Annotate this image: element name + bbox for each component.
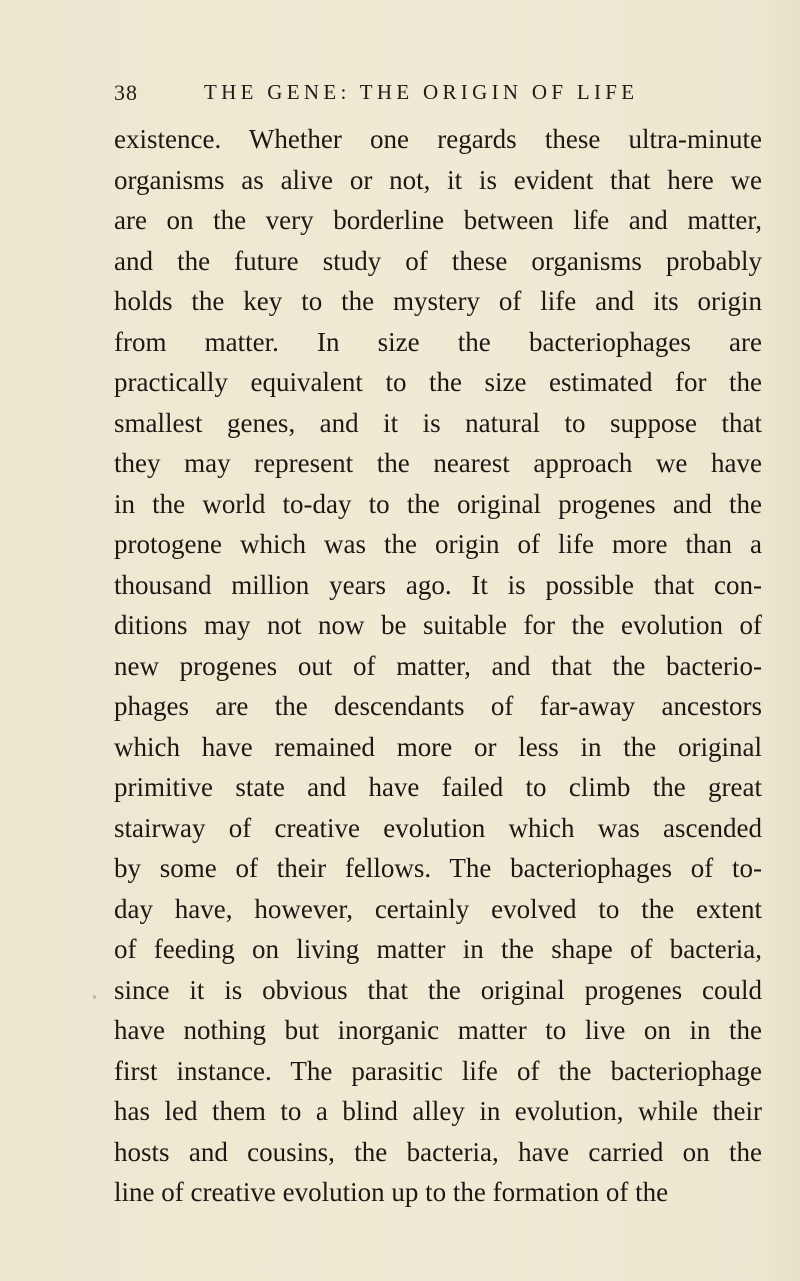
text-line: are on the very borderline between life and matter,: [114, 205, 762, 235]
text-line: existence. Whether one regards these ultra-minute: [114, 124, 762, 154]
text-line: practically equivalent to the size estimated for the: [114, 367, 762, 397]
ink-speck: [93, 995, 96, 999]
text-line: organisms as alive or not, it is evident that here we: [114, 164, 762, 195]
text-line: primitive state and have failed to climb the great: [114, 772, 762, 802]
text-line: of feeding on living matter in the shape of bacteria,: [114, 934, 762, 964]
text-line: smallest genes, and it is natural to suppose that: [114, 407, 762, 438]
text-line: day have, however, certainly evolved to the extent: [114, 893, 762, 924]
text-line: in the world to-day to the original progenes and the: [114, 488, 762, 519]
text-line: which have remained more or less in the original: [114, 731, 762, 762]
text-line: hosts and cousins, the bacteria, have carried on the: [114, 1136, 762, 1167]
text-line: protogene which was the origin of life more than a: [114, 529, 762, 559]
running-head: [114, 80, 674, 116]
page-number: 38: [114, 80, 138, 105]
text-line: have nothing but inorganic matter to live on in the: [114, 1015, 762, 1045]
text-line: first instance. The parasitic life of the bacteriophage: [114, 1055, 762, 1086]
text-line: since it is obvious that the original progenes could: [114, 974, 762, 1005]
text-line: they may represent the nearest approach we have: [114, 448, 762, 478]
text-line: has led them to a blind alley in evolution, while their: [114, 1096, 762, 1126]
body-text: [114, 119, 762, 1213]
text-line: line of creative evolution up to the formation of the: [114, 1177, 669, 1207]
text-line: phages are the descendants of far-away ancestors: [114, 691, 762, 721]
text-line: holds the key to the mystery of life and its origin: [114, 286, 762, 316]
text-line: from matter. In size the bacteriophages are: [114, 326, 762, 357]
text-line: stairway of creative evolution which was ascended: [114, 812, 762, 843]
text-line: thousand million years ago. It is possible that con-: [114, 569, 762, 600]
chapter-title: THE GENE: THE ORIGIN OF LIFE: [204, 80, 639, 104]
text-line: ditions may not now be suitable for the evolution of: [114, 610, 762, 640]
text-line: and the future study of these organisms probably: [114, 245, 762, 276]
text-line: new progenes out of matter, and that the bacterio-: [114, 650, 762, 681]
text-line: by some of their fellows. The bacteriophages of to-: [114, 853, 762, 883]
